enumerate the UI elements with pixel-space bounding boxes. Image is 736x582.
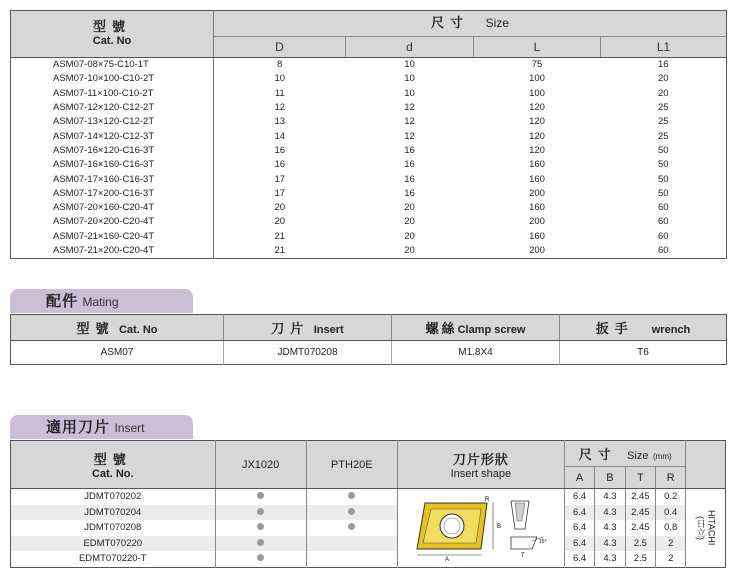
dimension-cell-L1: 16 <box>657 59 669 71</box>
dimension-row <box>11 144 727 158</box>
dimension-cell-D: 17 <box>274 173 286 185</box>
diagram-label-a: A <box>444 557 449 562</box>
dimension-cell-L: 160 <box>529 173 545 185</box>
dimension-cell-D: 20 <box>274 202 286 214</box>
dimension-row <box>11 201 727 215</box>
insert-cell-B: 4.3 <box>595 505 625 521</box>
insert-cell-cat: EDMT070220 <box>11 536 216 552</box>
dimension-cell-d: 16 <box>404 187 415 199</box>
dimension-cell-L: 160 <box>529 230 545 242</box>
dimension-cell-cat: ASM07-21×160-C20-4T <box>11 230 214 244</box>
dimension-cell-cat: ASM07-14×120-C12-3T <box>11 129 214 143</box>
dimension-cell-L: 200 <box>529 187 545 199</box>
dimension-row <box>11 129 727 143</box>
insert-cell-T: 2.5 <box>625 551 655 567</box>
diagram-label-b: B <box>496 524 501 531</box>
dimension-row <box>11 101 727 115</box>
insert-cell-A: 6.4 <box>564 520 594 536</box>
dimension-row <box>11 230 727 244</box>
dimension-cell-cat: ASM07-12×120-C12-2T <box>11 101 214 115</box>
mating-header-cat-en: Cat. No <box>118 323 158 336</box>
insert-cell-grade-1 <box>215 551 306 567</box>
dimension-cell-L1: 50 <box>657 159 669 171</box>
insert-shape-diagram <box>401 491 561 561</box>
insert-row <box>11 520 726 536</box>
dimension-cell-L: 120 <box>529 116 545 128</box>
insert-header-shape-zh: 刀片形狀 <box>452 452 509 467</box>
insert-header-cat <box>11 441 216 489</box>
insert-header-size-zh: 尺寸 <box>578 446 617 462</box>
insert-cell-grade-1 <box>215 505 306 521</box>
insert-cell-R: 2 <box>656 551 686 567</box>
dimension-cell-L: 120 <box>529 102 545 114</box>
mating-table <box>10 314 727 365</box>
size-header-zh: 尺寸 <box>431 14 470 30</box>
dimension-cell-cat: ASM07-16×120-C16-3T <box>11 144 214 158</box>
col-header-L: L <box>474 37 601 58</box>
dimension-cell-cat: ASM07-11×100-C10-2T <box>11 87 214 101</box>
insert-cell-T: 2.5 <box>625 536 655 552</box>
dimension-cell-d: 10 <box>404 73 415 85</box>
insert-row <box>11 505 726 521</box>
dimension-cell-L1: 60 <box>657 216 669 228</box>
cat-no-header-en: Cat. No <box>92 35 132 47</box>
dimension-cell-D: 14 <box>274 130 286 142</box>
dimension-cell-L: 200 <box>529 245 545 256</box>
insert-cell-A: 6.4 <box>564 551 594 567</box>
insert-header-shape-en: Insert shape <box>450 468 512 480</box>
dimension-cell-D: 20 <box>274 216 286 228</box>
insert-header-size-unit: (mm) <box>653 451 672 461</box>
insert-row <box>11 536 726 552</box>
dimension-cell-d: 12 <box>404 130 415 142</box>
dimension-cell-L1: 60 <box>657 202 669 214</box>
insert-cell-cat: EDMT070220-T <box>11 551 216 567</box>
insert-cell-cat: JDMT070204 <box>11 505 216 521</box>
insert-cell-grade-2 <box>306 520 397 536</box>
insert-header-cat-zh: 型號 <box>93 452 132 467</box>
dimension-cell-D: 8 <box>277 59 283 71</box>
dimension-cell-cat: ASM07-17×200-C16-3T <box>11 187 214 201</box>
diagram-label-r: R <box>484 497 490 504</box>
insert-col-R: R <box>656 467 686 489</box>
insert-cell-grade-2 <box>306 505 397 521</box>
dimension-row <box>11 215 727 229</box>
availability-dot-icon <box>257 539 264 546</box>
mating-value-cat: ASM07 <box>11 341 224 365</box>
insert-tab-zh: 適用刀片 <box>46 419 111 436</box>
insert-table <box>10 440 726 568</box>
mating-tab <box>10 289 193 313</box>
insert-cell-T: 2.45 <box>625 505 655 521</box>
dimension-cell-d: 20 <box>404 202 415 214</box>
dimension-cell-L: 100 <box>529 73 545 85</box>
dimension-cell-d: 16 <box>404 144 415 156</box>
insert-row <box>11 489 726 505</box>
mating-header-wrench-en: wrench <box>651 323 691 336</box>
brand-name-zh: (日立) <box>695 515 706 540</box>
insert-header-size-en: Size <box>627 449 649 462</box>
availability-dot-icon <box>257 523 264 530</box>
dimension-cell-cat: ASM07-20×200-C20-4T <box>11 215 214 229</box>
insert-cell-B: 4.3 <box>595 520 625 536</box>
dimension-cell-D: 16 <box>274 159 286 171</box>
insert-cell-T: 2.45 <box>625 520 655 536</box>
mating-tab-en: Mating <box>82 295 119 309</box>
insert-cell-cat: JDMT070208 <box>11 520 216 536</box>
dimension-cell-cat: ASM07-13×120-C12-2T <box>11 115 214 129</box>
dimension-table <box>10 10 727 259</box>
mating-value-wrench: T6 <box>637 347 649 358</box>
insert-cell-A: 6.4 <box>564 505 594 521</box>
dimension-row <box>11 58 727 73</box>
dimension-cell-D: 12 <box>274 102 286 114</box>
dimension-cell-L1: 25 <box>657 116 669 128</box>
mating-header-insert <box>224 315 392 341</box>
insert-cell-B: 4.3 <box>595 551 625 567</box>
insert-header-grade-1: JX1020 <box>215 441 306 489</box>
insert-shape-cell <box>397 489 564 568</box>
dimension-cell-cat: ASM07-10×100-C10-2T <box>11 72 214 86</box>
insert-cell-B: 4.3 <box>595 489 625 505</box>
dimension-row <box>11 158 727 172</box>
cat-no-header <box>11 11 214 58</box>
insert-cell-cat: JDMT070202 <box>11 489 216 505</box>
brand-name: HITACHI <box>706 510 717 546</box>
dimension-cell-d: 12 <box>404 116 415 128</box>
insert-cell-A: 6.4 <box>564 489 594 505</box>
dimension-cell-L1: 20 <box>657 73 669 85</box>
dimension-cell-d: 10 <box>404 59 415 71</box>
dimension-cell-L: 160 <box>529 159 545 171</box>
insert-cell-grade-2 <box>306 489 397 505</box>
dimension-cell-L1: 50 <box>657 187 669 199</box>
dimension-cell-D: 10 <box>274 73 286 85</box>
dimension-cell-D: 13 <box>274 116 286 128</box>
dimension-cell-L: 160 <box>529 202 545 214</box>
brand-header-blank <box>686 441 726 489</box>
insert-cell-R: 0.4 <box>656 505 686 521</box>
insert-cell-R: 2 <box>656 536 686 552</box>
cat-no-header-zh: 型號 <box>92 19 131 34</box>
size-header <box>214 11 727 37</box>
mating-header-cat <box>11 315 224 341</box>
dimension-row <box>11 172 727 186</box>
dimension-cell-D: 21 <box>274 230 286 242</box>
dimension-row <box>11 115 727 129</box>
diagram-label-t: T <box>520 553 525 560</box>
dimension-cell-D: 17 <box>274 187 286 199</box>
dimension-cell-d: 16 <box>404 173 415 185</box>
availability-dot-icon <box>348 508 355 515</box>
dimension-cell-L1: 50 <box>657 144 669 156</box>
mating-header-insert-zh: 刀片 <box>271 320 310 336</box>
insert-col-A: A <box>564 467 594 489</box>
insert-cell-T: 2.45 <box>625 489 655 505</box>
diagram-angle-label: 15° <box>538 539 547 546</box>
dimension-cell-d: 10 <box>404 87 415 99</box>
insert-tab <box>10 415 193 439</box>
mating-header-wrench <box>560 315 727 341</box>
dimension-cell-L1: 60 <box>657 230 669 242</box>
insert-col-T: T <box>625 467 655 489</box>
mating-header-insert-en: Insert <box>313 323 344 336</box>
insert-row <box>11 551 726 567</box>
dimension-cell-L: 120 <box>529 130 545 142</box>
dimension-cell-cat: ASM07-08×75-C10-1T <box>11 58 214 73</box>
mating-header-screw <box>392 315 560 341</box>
dimension-cell-cat: ASM07-16×160-C16-3T <box>11 158 214 172</box>
insert-cell-grade-2 <box>306 536 397 552</box>
dimension-cell-cat: ASM07-17×160-C16-3T <box>11 172 214 186</box>
insert-cell-grade-1 <box>215 536 306 552</box>
dimension-cell-D: 11 <box>274 87 285 99</box>
brand-cell <box>686 489 726 568</box>
dimension-cell-L1: 60 <box>657 245 669 256</box>
dimension-cell-L1: 20 <box>657 87 669 99</box>
insert-cell-R: 0.8 <box>656 520 686 536</box>
insert-cell-A: 6.4 <box>564 536 594 552</box>
insert-header-grade-2: PTH20E <box>306 441 397 489</box>
insert-cell-B: 4.3 <box>595 536 625 552</box>
mating-header-screw-zh: 螺絲 <box>425 320 458 336</box>
dimension-cell-cat: ASM07-21×200-C20-4T <box>11 244 214 259</box>
dimension-cell-d: 20 <box>404 216 415 228</box>
dimension-cell-L1: 25 <box>657 130 669 142</box>
col-header-L1: L1 <box>601 37 727 58</box>
dimension-cell-cat: ASM07-20×160-C20-4T <box>11 201 214 215</box>
availability-dot-icon <box>257 554 264 561</box>
dimension-cell-L: 200 <box>529 216 545 228</box>
dimension-table-body <box>11 58 727 259</box>
size-header-en: Size <box>485 15 509 30</box>
mating-header-wrench-zh: 扳手 <box>595 320 634 336</box>
insert-cell-grade-1 <box>215 520 306 536</box>
dimension-cell-L: 100 <box>529 87 545 99</box>
dimension-row <box>11 187 727 201</box>
insert-cell-R: 0.2 <box>656 489 686 505</box>
availability-dot-icon <box>257 508 264 515</box>
insert-header-cat-en: Cat. No. <box>91 468 134 480</box>
insert-col-B: B <box>595 467 625 489</box>
col-header-d: d <box>346 37 474 58</box>
dimension-row <box>11 244 727 259</box>
dimension-cell-D: 16 <box>274 144 286 156</box>
dimension-cell-L: 75 <box>531 59 543 71</box>
mating-value-insert: JDMT070208 <box>224 341 392 365</box>
dimension-cell-d: 20 <box>404 245 415 256</box>
dimension-row <box>11 72 727 86</box>
dimension-cell-d: 16 <box>404 159 415 171</box>
availability-dot-icon <box>257 492 264 499</box>
insert-tab-en: Insert <box>114 421 145 435</box>
dimension-cell-d: 20 <box>404 230 415 242</box>
insert-cell-grade-1 <box>215 489 306 505</box>
mating-header-screw-en: Clamp screw <box>457 323 526 336</box>
insert-header-shape <box>397 441 564 489</box>
dimension-cell-L: 120 <box>529 144 545 156</box>
dimension-cell-L1: 50 <box>657 173 669 185</box>
mating-value-screw: M1.8X4 <box>392 341 560 365</box>
mating-tab-zh: 配件 <box>46 293 79 310</box>
dimension-row <box>11 87 727 101</box>
dimension-cell-D: 21 <box>274 245 286 256</box>
insert-header-size <box>564 441 686 467</box>
insert-top-view <box>417 503 493 555</box>
mating-header-cat-zh: 型號 <box>76 320 115 336</box>
availability-dot-icon <box>348 523 355 530</box>
col-header-D: D <box>214 37 346 58</box>
dimension-cell-d: 12 <box>404 102 415 114</box>
availability-dot-icon <box>348 492 355 499</box>
insert-cell-grade-2 <box>306 551 397 567</box>
insert-table-body <box>11 489 726 568</box>
dimension-cell-L1: 25 <box>657 102 669 114</box>
